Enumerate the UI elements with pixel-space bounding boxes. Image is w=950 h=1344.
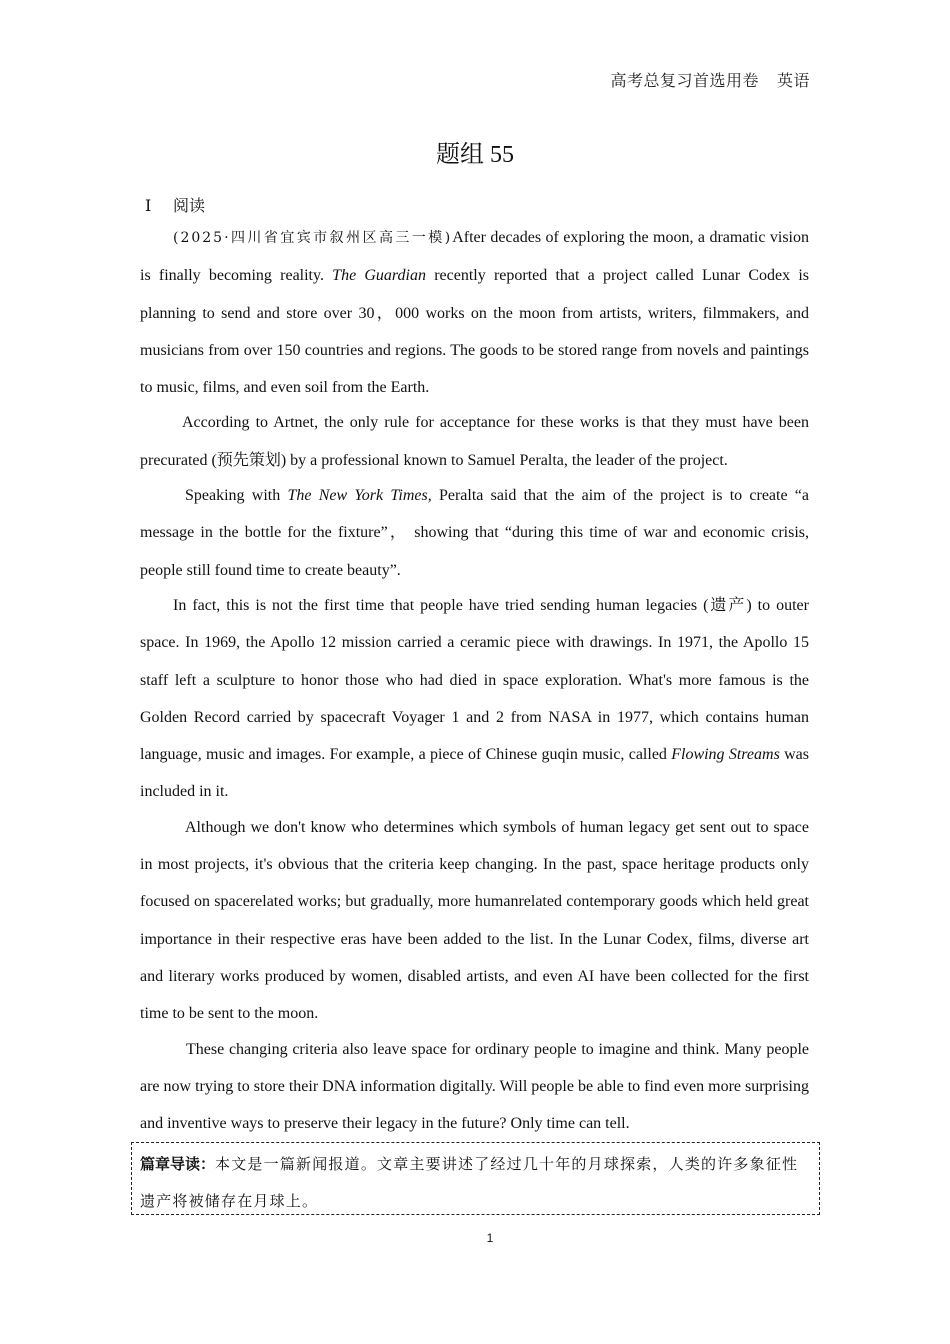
header-subject: 英语 bbox=[776, 73, 810, 90]
paragraph-6: These changing criteria also leave space for ordinary people to imagine and think. Many people are now trying to store their DNA information digitally. Will people be able to find even more surprising and inventive ways to preserve their legacy in the future? Only time can tell. bbox=[140, 1040, 809, 1133]
header-book-title: 高考总复习首选用卷 bbox=[610, 73, 759, 90]
paragraph-1-text-b: recently reported that a project called Lunar Codex is planning to send and store over 30，000 works on the moon from artists, writers, filmmakers, and musicians from over 150 countries and regions. The goods to be stored range from novels and paintings to music, films, and even soil from the Earth. bbox=[140, 267, 810, 397]
section-label: 阅读 bbox=[173, 198, 206, 215]
paragraph-3 bbox=[140, 477, 809, 589]
paragraph-3-text-b: Peralta said that the aim of the project is to create “a message in the bottle for the fixture”， showing that “during this time of war and economic crisis, people still found time to create beauty”. bbox=[140, 487, 810, 579]
paragraph-4 bbox=[140, 587, 809, 811]
page-header bbox=[610, 68, 810, 91]
paragraph-4-text-b: was included in it. bbox=[140, 746, 809, 801]
page-number: 1 bbox=[486, 1231, 494, 1245]
guide-text: 本文是一篇新闻报道。文章主要讲述了经过几十年的月球探索，人类的许多象征性遗产将被储存在月球上。 bbox=[140, 1155, 799, 1210]
page-title: 题组 55 bbox=[436, 142, 514, 168]
paragraph-2: According to Artnet, the only rule for acceptance for these works is that they must have been precurated (预先策划) by a professional known to Samuel Peralta, the leader of the project. bbox=[140, 414, 809, 469]
passage-guide-box bbox=[131, 1142, 820, 1215]
paragraph-3-text-a: Speaking with bbox=[185, 487, 288, 505]
section-number: Ⅰ bbox=[145, 198, 152, 215]
paragraph-4-text-a: In fact, this is not the first time that people have tried sending human legacies (遗产) to outer space. In 1969, the Apollo 12 mission carried a ceramic piece with drawings. In 1971, the Apollo 15 staff left a sculpture to honor those who had died in space exploration. What's more famous is the Golden Record carried by spacecraft Voyager 1 and 2 from NASA in 1977, which contains human language, music and images. For example, a piece of Chinese guqin music, called bbox=[140, 596, 809, 764]
guide-label: 篇章导读： bbox=[140, 1155, 216, 1173]
reading-passage bbox=[140, 219, 809, 1140]
publication-name: The New York Times, bbox=[287, 487, 432, 505]
passage-source: (2025·四川省宜宾市叙州区高三一模) bbox=[173, 230, 453, 246]
paragraph-1 bbox=[140, 219, 809, 406]
publication-name: The Guardian bbox=[332, 267, 427, 285]
music-title: Flowing Streams bbox=[671, 746, 780, 764]
paragraph-1-text-a: After decades of exploring the moon, a dramatic vision is finally becoming reality. bbox=[140, 229, 809, 285]
paragraph-5: Although we don't know who determines which symbols of human legacy get sent out to space in most projects, it's obvious that the criteria keep changing. In the past, space heritage products only focused on spacerelated works; but gradually, more humanrelated contemporary goods which held great importance in their respective eras have been added to the list. In the Lunar Codex, films, diverse art and literary works produced by women, disabled artists, and even AI have been collected for the first time to be sent to the moon. bbox=[140, 818, 809, 1023]
section-heading bbox=[145, 193, 205, 216]
